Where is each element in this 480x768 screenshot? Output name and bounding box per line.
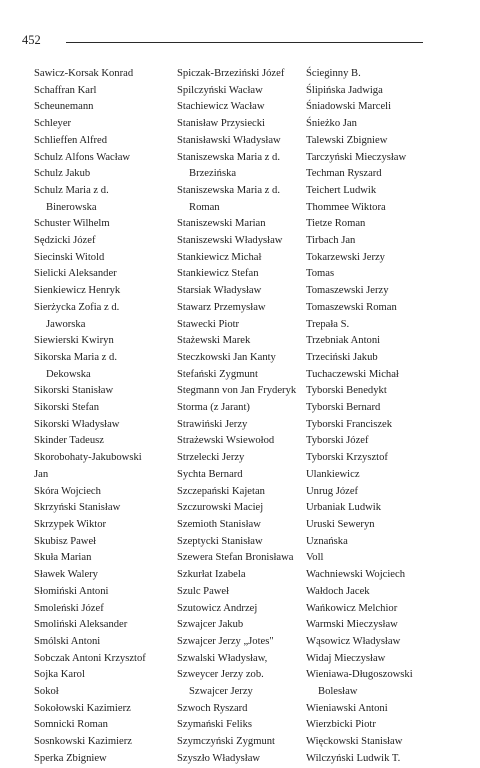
index-entry: Szutowicz Andrzej — [177, 602, 258, 614]
index-entry: Smoleński Józef — [34, 602, 104, 614]
index-entry: Steczkowski Jan Kanty — [177, 351, 276, 363]
index-entry: Warmski Mieczysław — [306, 619, 398, 631]
index-entry: Szewera Stefan Bronisława — [177, 552, 294, 564]
index-entry: Talewski Zbigniew — [306, 134, 388, 146]
index-entry: Schulz Maria z d. — [34, 184, 109, 196]
index-entry: Szwoch Ryszard — [177, 702, 248, 714]
index-entry: Strażewski Wsiewołod — [177, 435, 275, 447]
index-entry: Szymański Feliks — [177, 719, 253, 731]
index-entry: Szymczyński Zygmunt — [177, 736, 275, 748]
index-entry: Schleyer — [34, 118, 72, 130]
index-entry: Trzeciński Jakub — [306, 351, 378, 363]
index-entry-continuation: Brzezińska — [189, 168, 237, 180]
index-entry: Skrzypek Wiktor — [34, 518, 107, 530]
index-entry: Śniadowski Marceli — [306, 101, 392, 113]
index-entry: Stankiewicz Stefan — [177, 268, 259, 280]
index-entry: Sawicz-Korsak Konrad — [34, 68, 134, 79]
index-entry: Skrzyński Stanisław — [34, 502, 121, 514]
index-entry: Sosnkowski Kazimierz — [34, 736, 132, 748]
index-entry: Stanisławski Władysław — [177, 134, 281, 146]
index-entry: Sokołowski Kazimierz — [34, 702, 131, 714]
index-entry: Szwalski Władysław, — [177, 652, 268, 664]
index-entry: Szemioth Stanisław — [177, 518, 261, 530]
index-entry: Thommee Wiktora — [306, 201, 386, 213]
index-entry: Stankiewicz Michał — [177, 251, 262, 263]
index-entry: Szwajcer Jakub — [177, 619, 244, 631]
index-entry: Tomaszewski Roman — [306, 301, 397, 313]
index-entry: Staniszewska Maria z d. — [177, 184, 280, 196]
index-entry: Teichert Ludwik — [306, 184, 377, 196]
index-entry: Szczepański Kajetan — [177, 485, 265, 497]
index-entry: Tomaszewski Jerzy — [306, 285, 389, 297]
index-entry: Smoliński Aleksander — [34, 619, 128, 631]
index-entry-continuation: Roman — [189, 201, 220, 213]
index-entry: Tarczyński Mieczysław — [306, 151, 407, 163]
index-entry: Szwajcer Jerzy „Jotes" — [177, 635, 274, 647]
index-entry: Spilczyński Wacław — [177, 84, 263, 96]
index-entry: Szweycer Jerzy zob. — [177, 669, 264, 681]
index-entry: Trepała S. — [306, 318, 350, 330]
index-entry: Techman Ryszard — [306, 168, 382, 180]
index-entry: Tokarzewski Jerzy — [306, 251, 385, 263]
index-entry: Schulz Alfons Wacław — [34, 151, 131, 163]
index-entry: Tomas — [306, 268, 335, 280]
page-number: 452 — [22, 33, 41, 47]
index-entry: Tyborski Franciszek — [306, 418, 393, 430]
index-entry: Wachniewski Wojciech — [306, 569, 405, 581]
index-entry: Uznańska — [306, 535, 348, 547]
index-entry: Ślipińska Jadwiga — [306, 84, 383, 96]
index-entry: Strawiński Jerzy — [177, 418, 248, 430]
index-entry: Spiczak-Brzeziński Józef — [177, 68, 285, 79]
index-entry: Staniszewski Władysław — [177, 235, 283, 247]
index-entry: Ulankiewicz — [306, 468, 360, 480]
index-entry: Stawecki Piotr — [177, 318, 240, 330]
index-entry: Tyborski Benedykt — [306, 385, 387, 397]
index-entry: Staniszewski Marian — [177, 218, 266, 230]
index-entry: Starsiak Władysław — [177, 285, 262, 297]
index-entry: Staniszewska Maria z d. — [177, 151, 280, 163]
index-entry: Śnieżko Jan — [306, 118, 357, 130]
index-entry-continuation: Bolesław — [318, 686, 358, 698]
index-entry: Wieniawski Antoni — [306, 702, 388, 714]
index-entry: Sienkiewicz Henryk — [34, 285, 121, 297]
index-entry: Unrug Józef — [306, 485, 359, 497]
index-entry: Wierzbicki Piotr — [306, 719, 376, 731]
index-entry: Wąsowicz Władysław — [306, 635, 401, 647]
index-entry: Sikorski Stanisław — [34, 385, 114, 397]
index-entry: Tietze Roman — [306, 218, 366, 230]
index-entry: Scheunemann — [34, 101, 94, 113]
index-entry: Sędzicki Józef — [34, 235, 96, 247]
index-entry-continuation: Binerowska — [46, 201, 97, 213]
index-entry: Storma (z Jarant) — [177, 402, 250, 414]
index-entry: Somnicki Roman — [34, 719, 108, 731]
index-entry: Stefański Zygmunt — [177, 368, 258, 380]
index-entry-continuation: Dekowska — [46, 368, 91, 380]
index-entry: Smólski Antoni — [34, 635, 101, 647]
index-entry: Tirbach Jan — [306, 235, 356, 247]
index-entry: Szczurowski Maciej — [177, 502, 264, 514]
index-entry: Schuster Wilhelm — [34, 218, 110, 230]
index-entry: Sychta Bernard — [177, 468, 243, 480]
index-entry: Sperka Zbigniew — [34, 752, 107, 764]
index-entry: Słomiński Antoni — [34, 585, 109, 597]
index-entry: Schlieffen Alfred — [34, 134, 108, 146]
index-entry: Uruski Seweryn — [306, 518, 375, 530]
index-entry: Sikorski Stefan — [34, 402, 100, 414]
index-entry: Szkurłat Izabela — [177, 569, 246, 581]
index-entry: Stanisław Przysiecki — [177, 118, 265, 130]
index-entry: Stawarz Przemysław — [177, 301, 266, 313]
index-column-3 — [306, 66, 446, 768]
index-entry: Skóra Wojciech — [34, 485, 101, 497]
index-entry: Wilczyński Ludwik T. — [306, 752, 401, 764]
index-entry: Widaj Mieczysław — [306, 652, 386, 664]
index-entry: Stachiewicz Wacław — [177, 101, 265, 113]
index-entry: Wańkowicz Melchior — [306, 602, 398, 614]
index-entry: Trzebniak Antoni — [306, 335, 381, 347]
index-entry: Tuchaczewski Michał — [306, 368, 399, 380]
index-entry: Tyborski Józef — [306, 435, 369, 447]
index-entry: Skinder Tadeusz — [34, 435, 104, 447]
index-entry: Voll — [306, 552, 324, 564]
index-entry: Sojka Karol — [34, 669, 85, 681]
index-entry: Skorobohaty-Jakubowski — [34, 452, 142, 464]
index-column-2 — [177, 66, 302, 768]
index-entry: Stegmann von Jan Fryderyk — [177, 385, 297, 397]
index-entry: Ścieginny B. — [306, 68, 361, 79]
index-entry: Szulc Paweł — [177, 585, 230, 597]
index-entry: Sokoł — [34, 686, 59, 698]
index-entry: Wałdoch Jacek — [306, 585, 370, 597]
index-column-1 — [34, 66, 169, 768]
index-entry: Schaffran Karl — [34, 84, 97, 96]
index-entry: Jan — [34, 468, 49, 480]
index-entry: Urbaniak Ludwik — [306, 502, 382, 514]
index-entry: Tyborski Krzysztof — [306, 452, 388, 464]
index-entry: Strzelecki Jerzy — [177, 452, 245, 464]
index-entry: Siecinski Witold — [34, 251, 105, 263]
index-entry: Tyborski Bernard — [306, 402, 381, 414]
index-entry: Skubisz Paweł — [34, 535, 97, 547]
index-entry: Szyszło Władysław — [177, 752, 261, 764]
index-entry: Sielicki Aleksander — [34, 268, 117, 280]
index-entry: Stażewski Marek — [177, 335, 251, 347]
index-entry-continuation: Szwajcer Jerzy — [189, 686, 253, 698]
header-rule — [66, 42, 423, 43]
index-entry: Schulz Jakub — [34, 168, 91, 180]
index-entry: Szeptycki Stanisław — [177, 535, 263, 547]
index-entry: Skuła Marian — [34, 552, 92, 564]
index-entry: Sławek Walery — [34, 569, 98, 581]
index-entry: Więckowski Stanisław — [306, 736, 403, 748]
index-entry: Sierżycka Zofia z d. — [34, 301, 120, 313]
index-entry-continuation: Jaworska — [46, 318, 86, 330]
index-entry: Wieniawa-Długoszowski — [306, 669, 413, 681]
index-entry: Siewierski Kwiryn — [34, 335, 114, 347]
index-entry: Sobczak Antoni Krzysztof — [34, 652, 146, 664]
index-entry: Sikorska Maria z d. — [34, 351, 117, 363]
index-entry: Sikorski Władysław — [34, 418, 120, 430]
